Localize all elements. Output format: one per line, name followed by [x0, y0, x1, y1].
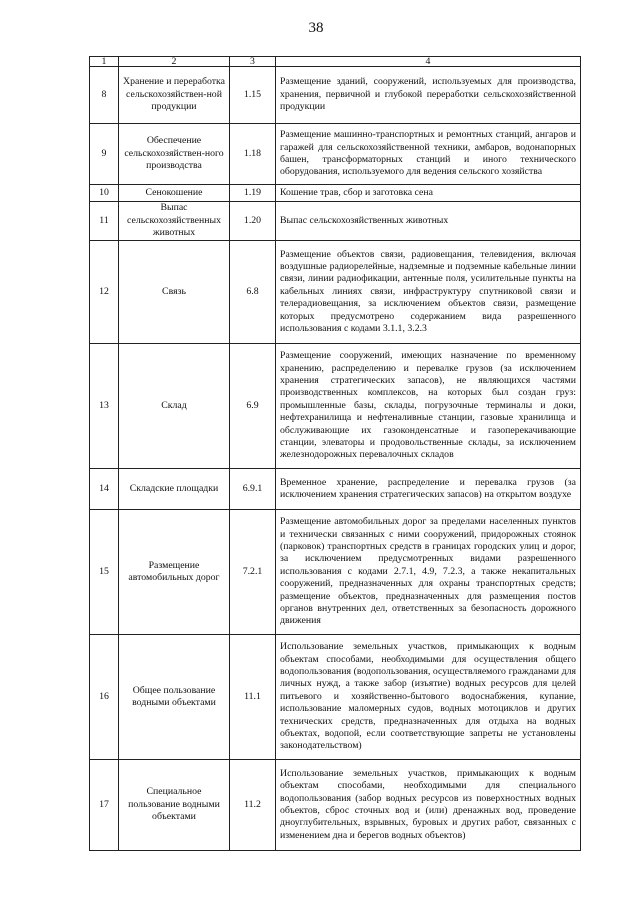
land-use-table: [89, 56, 581, 851]
row-number: 12: [90, 241, 119, 344]
table-row: [90, 185, 581, 202]
use-type-description: Использование земельных участков, примыкающих к водным объектам способами, необходимыми для специального водопользования (забор водных ресурсов из поверхностных водных объектов, сброс сточных вод и (или) дренажных вод, проведение дноуглубительных, взрывных, буровых и других работ, связанных с изменением дна и берегов водных объектов): [276, 760, 581, 851]
table-row: [90, 241, 581, 344]
use-type-code: 7.2.1: [230, 510, 276, 635]
use-type-name: Обеспечение сельскохозяйствен-ного производства: [119, 124, 230, 185]
use-type-code: 1.19: [230, 185, 276, 202]
row-number: 8: [90, 67, 119, 124]
row-number: 9: [90, 124, 119, 185]
use-type-name: Сенокошение: [119, 185, 230, 202]
use-type-description: Размещение зданий, сооружений, используемых для производства, хранения, первичной и глубокой переработки сельскохозяйственной продукции: [276, 67, 581, 124]
use-type-name: Специальное пользование водными объектами: [119, 760, 230, 851]
table-row: [90, 635, 581, 760]
use-type-code: 6.8: [230, 241, 276, 344]
row-number: 10: [90, 185, 119, 202]
use-type-code: 6.9: [230, 344, 276, 469]
use-type-code: 11.1: [230, 635, 276, 760]
use-type-description: Размещение сооружений, имеющих назначение по временному хранению, распределению и перевалке грузов (за исключением хранения стратегических запасов), не являющихся частями производственных комплексов, на которых был создан груз: промышленные базы, склады, погрузочные терминалы и доки, нефтехранилища и нефтеналивные станции, газовые хранилища и обслуживающие их газоконденсатные и газоперекачивающие станции, элеваторы и продовольственные склады, за исключением железнодорожных перевалочных складов: [276, 344, 581, 469]
row-number: 14: [90, 469, 119, 510]
row-number: 15: [90, 510, 119, 635]
row-number: 13: [90, 344, 119, 469]
use-type-name: Связь: [119, 241, 230, 344]
table-header-row: [90, 57, 581, 67]
header-col-1: 1: [90, 57, 119, 67]
use-type-name: Склад: [119, 344, 230, 469]
table-row: [90, 67, 581, 124]
header-col-3: 3: [230, 57, 276, 67]
row-number: 17: [90, 760, 119, 851]
use-type-description: Кошение трав, сбор и заготовка сена: [276, 185, 581, 202]
use-type-name: Выпас сельскохозяйственных животных: [119, 202, 230, 241]
table-row: [90, 760, 581, 851]
use-type-code: 6.9.1: [230, 469, 276, 510]
table-row: [90, 344, 581, 469]
use-type-code: 1.20: [230, 202, 276, 241]
table-row: [90, 202, 581, 241]
row-number: 11: [90, 202, 119, 241]
header-col-4: 4: [276, 57, 581, 67]
table-row: [90, 469, 581, 510]
use-type-description: Временное хранение, распределение и перевалка грузов (за исключением хранения стратегических запасов) на открытом воздухе: [276, 469, 581, 510]
use-type-code: 1.18: [230, 124, 276, 185]
use-type-description: Выпас сельскохозяйственных животных: [276, 202, 581, 241]
use-type-code: 11.2: [230, 760, 276, 851]
row-number: 16: [90, 635, 119, 760]
use-type-name: Общее пользование водными объектами: [119, 635, 230, 760]
use-type-description: Размещение машинно-транспортных и ремонтных станций, ангаров и гаражей для сельскохозяйственной техники, амбаров, водонапорных башен, трансформаторных станций и иного технического оборудования, используемого для ведения сельского хозяйства: [276, 124, 581, 185]
use-type-name: Складские площадки: [119, 469, 230, 510]
use-type-name: Хранение и переработка сельскохозяйствен-ной продукции: [119, 67, 230, 124]
use-type-description: Размещение автомобильных дорог за пределами населенных пунктов и технически связанных с ними сооружений, придорожных стоянок (парковок) транспортных средств в границах городских улиц и дорог, за исключением предусмотренных видами разрешенного использования с кодами 2.7.1, 4.9, 7.2.3, а также некапитальных сооружений, предназначенных для охраны транспортных средств; размещение объектов, предназначенных для размещения постов органов внутренних дел, ответственных за безопасность дорожного движения: [276, 510, 581, 635]
table-row: [90, 124, 581, 185]
use-type-description: Размещение объектов связи, радиовещания, телевидения, включая воздушные радиорелейные, надземные и подземные кабельные линии связи, линии радиофикации, антенные поля, усилительные пункты на кабельных линиях связи, инфраструктуру спутниковой связи и телерадиовещания, за исключением объектов связи, размещение которых предусмотрено содержанием вида разрешенного использования с кодами 3.1.1, 3.2.3: [276, 241, 581, 344]
table-row: [90, 510, 581, 635]
page-number: 38: [308, 20, 324, 36]
use-type-name: Размещение автомобильных дорог: [119, 510, 230, 635]
use-type-code: 1.15: [230, 67, 276, 124]
use-type-description: Использование земельных участков, примыкающих к водным объектам способами, необходимыми для осуществления общего водопользования (водопользования, осуществляемого гражданами для личных нужд, а также забор (изъятие) водных ресурсов для целей питьевого и хозяйственно-бытового водоснабжения, купание, использование маломерных судов, водных мотоциклов и других технических средств, предназначенных для отдыха на водных объектах, водопой, если соответствующие запреты не установлены законодательством): [276, 635, 581, 760]
header-col-2: 2: [119, 57, 230, 67]
